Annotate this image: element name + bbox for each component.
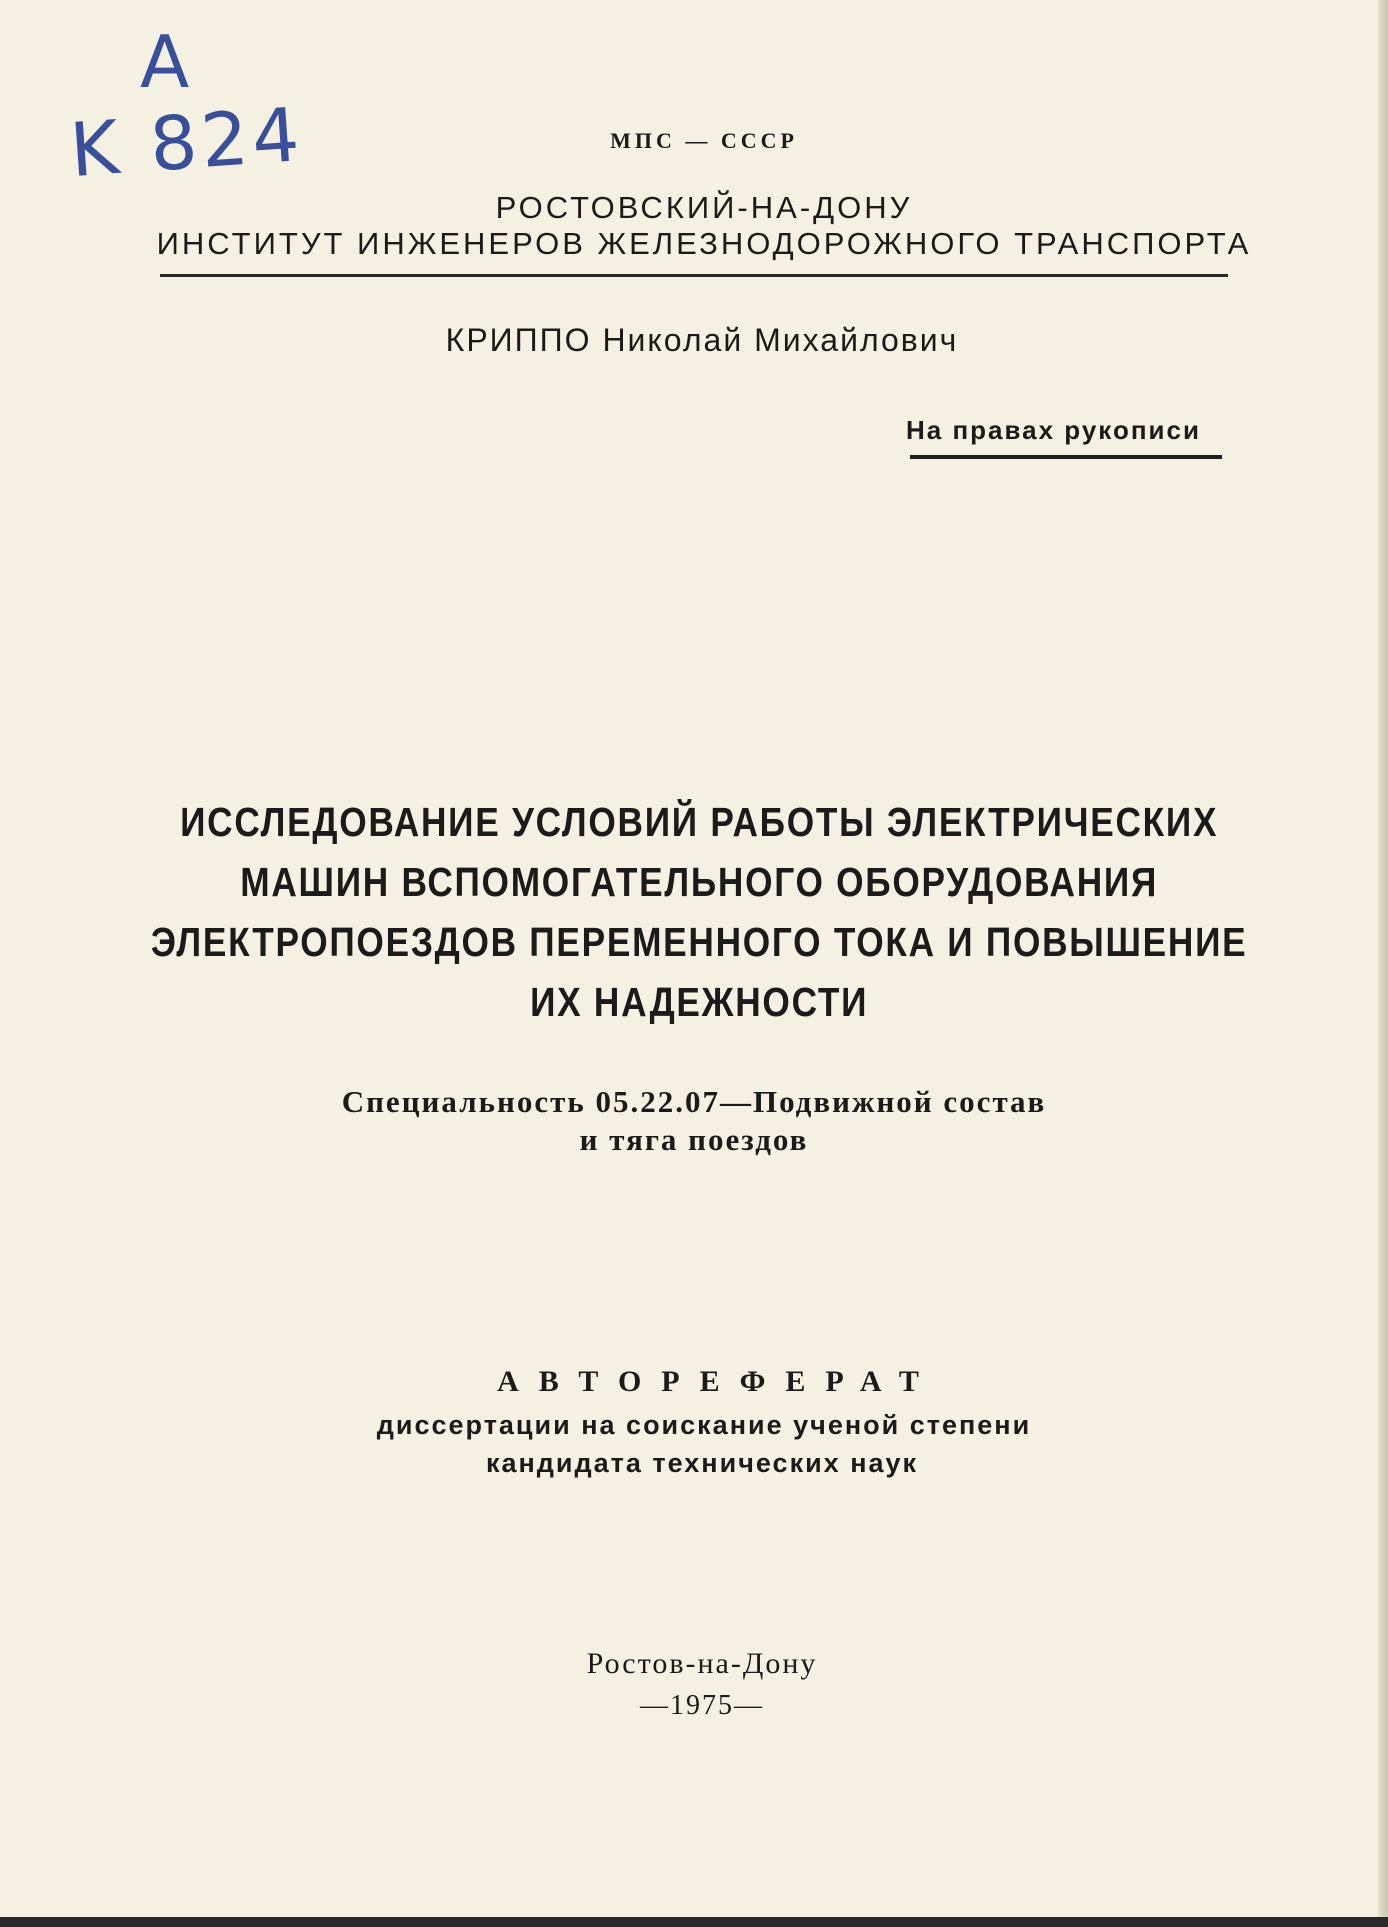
institute-city: РОСТОВСКИЙ-НА-ДОНУ bbox=[495, 190, 913, 225]
handwritten-letter: А bbox=[140, 20, 192, 104]
rights-underline bbox=[910, 455, 1222, 459]
page-bottom-edge bbox=[0, 1917, 1388, 1927]
title-line: ЭЛЕКТРОПОЕЗДОВ ПЕРЕМЕННОГО ТОКА И ПОВЫШЕНИЕ bbox=[150, 919, 1248, 965]
specialty-line: и тяга поездов bbox=[579, 1122, 809, 1157]
ministry-label: МПС — СССР bbox=[610, 128, 798, 153]
abstract-heading: АВТОРЕФЕРАТ bbox=[497, 1365, 939, 1398]
rights-note: На правах рукописи bbox=[906, 415, 1201, 445]
title-line: МАШИН ВСПОМОГАТЕЛЬНОГО ОБОРУДОВАНИЯ bbox=[240, 859, 1159, 905]
specialty-block bbox=[0, 1083, 1388, 1159]
abstract-degree: кандидата технических наук bbox=[485, 1448, 919, 1478]
specialty-line: Специальность 05.22.07—Подвижной состав bbox=[341, 1084, 1047, 1119]
author-name: КРИППО Николай Михайлович bbox=[445, 322, 959, 358]
dissertation-title bbox=[97, 792, 1291, 1032]
abstract-description: диссертации на соискание ученой степени bbox=[376, 1410, 1032, 1440]
publication-year: —1975— bbox=[640, 1690, 764, 1721]
handwritten-call-number: K 824 bbox=[67, 91, 307, 195]
publication-city: Ростов-на-Дону bbox=[586, 1647, 818, 1680]
institute-name: ИНСТИТУТ ИНЖЕНЕРОВ ЖЕЛЕЗНОДОРОЖНОГО ТРАНСПОРТА bbox=[156, 226, 1252, 261]
title-line: ИХ НАДЕЖНОСТИ bbox=[530, 979, 869, 1025]
header-divider bbox=[160, 274, 1228, 277]
page-edge-shadow bbox=[1378, 0, 1388, 1927]
title-line: ИССЛЕДОВАНИЕ УСЛОВИЙ РАБОТЫ ЭЛЕКТРИЧЕСКИХ bbox=[180, 799, 1219, 845]
